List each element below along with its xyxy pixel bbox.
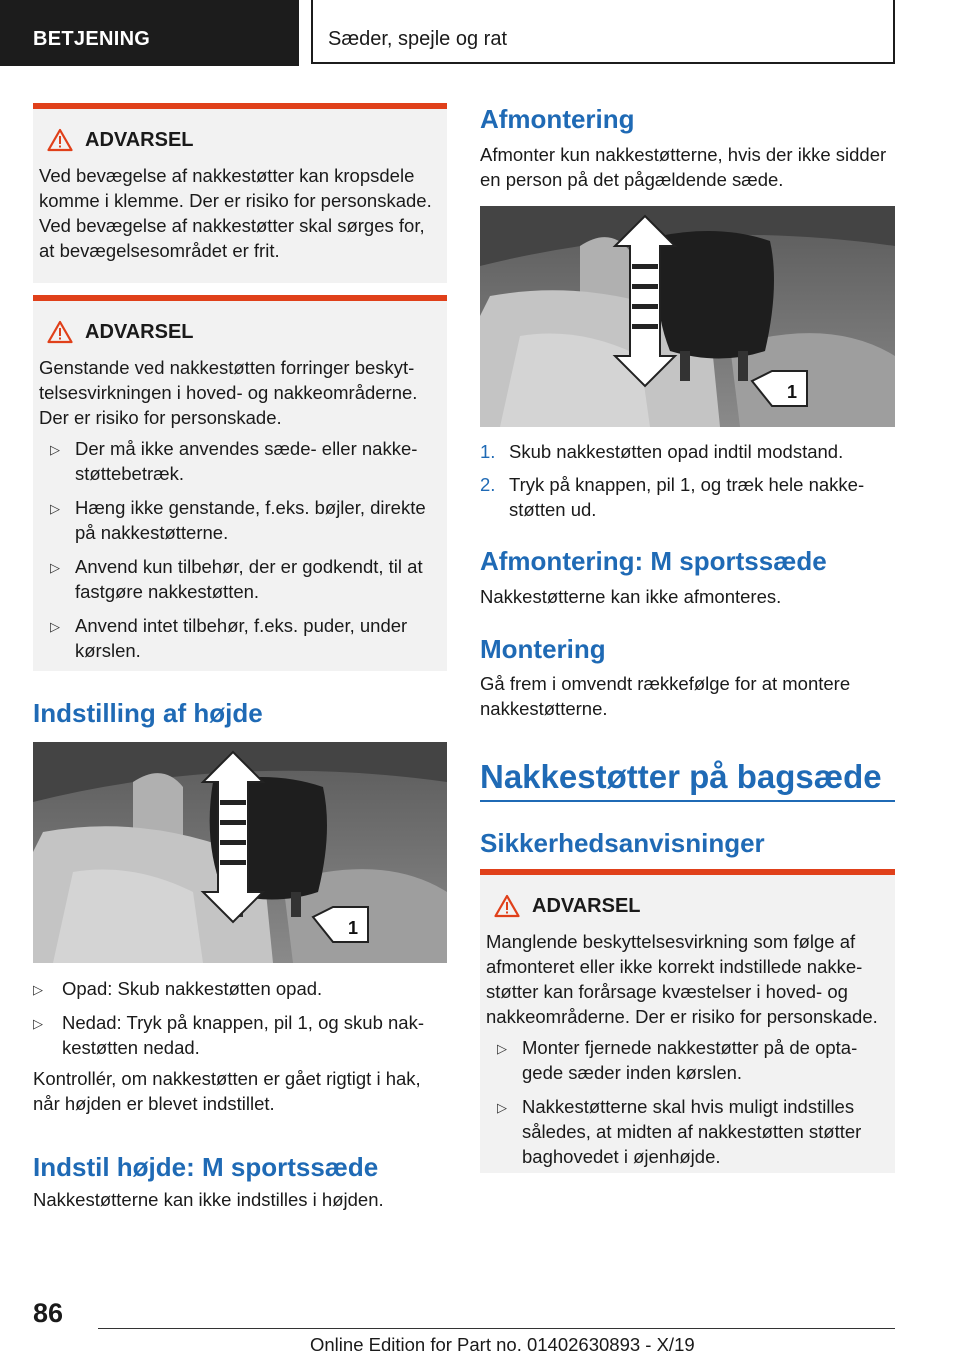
bullet-triangle-icon: ▷ (50, 442, 60, 457)
step-number: 1. (480, 441, 496, 462)
list-item-text: Anvend kun tilbehør, der er godkendt, til at fastgøre nakkestøtten. (75, 556, 423, 602)
warning-title: ADVARSEL (85, 320, 194, 343)
chapter-tab: Sæder, spejle og rat (311, 0, 895, 64)
warning-box-3 (480, 869, 895, 1173)
list-item-text: Anvend intet tilbehør, f.eks. puder, under kørslen. (75, 615, 408, 661)
step-text: Skub nakkestøtten opad indtil modstand. (509, 441, 844, 462)
section-heading-removal-m: Afmontering: M sportssæde (480, 546, 827, 576)
headrest-illustration (33, 742, 447, 963)
list-item (486, 1035, 889, 1085)
footer-edition: Online Edition for Part no. 01402630893 - X/19 (310, 1334, 695, 1355)
footer-rule (98, 1328, 895, 1329)
warning-bullet-list (486, 1035, 889, 1169)
warning-bullet-list (39, 436, 441, 663)
list-item (39, 554, 441, 604)
warning-triangle-icon (47, 320, 73, 344)
page-header (0, 0, 960, 66)
list-item (39, 613, 441, 663)
list-item (486, 1094, 889, 1169)
list-item-text: Opad: Skub nakkestøtten opad. (62, 978, 323, 999)
list-item (39, 495, 441, 545)
figure-callout-label: 1 (348, 918, 359, 938)
bullet-triangle-icon: ▷ (33, 982, 43, 997)
removal-m-paragraph: Nakkestøtterne kan ikke afmonteres. (480, 586, 782, 607)
bullet-triangle-icon: ▷ (497, 1100, 507, 1115)
section-tab: BETJENING (0, 0, 299, 66)
list-item (22, 1010, 447, 1060)
bullet-triangle-icon: ▷ (50, 619, 60, 634)
list-item-text: Hæng ikke genstande, f.eks. bøjler, direkte på nakkestøtterne. (75, 497, 426, 543)
height-m-paragraph: Nakkestøtterne kan ikke indstilles i højden. (33, 1189, 384, 1210)
headrest-illustration (480, 206, 895, 427)
bullet-triangle-icon: ▷ (33, 1016, 43, 1031)
chapter-heading-rear: Nakkestøtter på bagsæde (480, 758, 882, 795)
section-heading-height-m: Indstil højde: M sportssæde (33, 1152, 379, 1182)
list-item (22, 976, 447, 1001)
removal-paragraph: Afmonter kun nakkestøtterne, hvis der ikke sidder en person på det pågældende sæde. (480, 144, 887, 190)
removal-steps (480, 439, 895, 530)
step-number: 2. (480, 474, 496, 495)
bullet-triangle-icon: ▷ (50, 501, 60, 516)
headrest-height-figure (33, 742, 447, 963)
list-item-text: Der må ikke anvendes sæde- eller nakkestøttebetræk. (75, 438, 418, 484)
section-heading-safety: Sikkerhedsanvisninger (480, 828, 765, 858)
height-paragraph: Kontrollér, om nakkestøtten er gået rigtigt i hak, når højden er blevet indstillet. (33, 1068, 421, 1114)
section-heading-mounting: Montering (480, 634, 606, 664)
warning-triangle-icon (47, 128, 73, 152)
step-text: Tryk på knappen, pil 1, og træk hele nakkestøtten ud. (509, 474, 865, 520)
warning-box-1 (33, 103, 447, 283)
section-heading-height: Indstilling af højde (33, 698, 263, 728)
warning-title: ADVARSEL (85, 128, 194, 151)
section-heading-removal: Afmontering (480, 104, 635, 134)
warning-text: Genstande ved nakkestøtten forringer beskyttelsesvirkningen i hoved- og nakkeområderne. Der er risiko for personskade. (39, 357, 418, 428)
list-item-text: Monter fjernede nakkestøtter på de optagede sæder inden kørslen. (522, 1037, 858, 1083)
bullet-triangle-icon: ▷ (497, 1041, 507, 1056)
height-bullet-list (22, 976, 447, 1069)
figure-callout-label: 1 (787, 382, 798, 402)
mounting-paragraph: Gå frem i omvendt rækkefølge for at montere nakkestøtterne. (480, 673, 851, 719)
headrest-removal-figure (480, 206, 895, 427)
list-item-text: Nedad: Tryk på knappen, pil 1, og skub nakkestøtten nedad. (62, 1012, 425, 1058)
step-item (480, 439, 895, 464)
warning-title: ADVARSEL (532, 894, 641, 917)
warning-triangle-icon (494, 894, 520, 918)
bullet-triangle-icon: ▷ (50, 560, 60, 575)
heading-rule (480, 800, 895, 802)
warning-text: Ved bevægelse af nakkestøtter kan kropsdele komme i klemme. Der er risiko for personskade. Ved bevægelse af nakkestøtter skal sørges for, at bevægelsesområdet er frit. (39, 165, 432, 261)
list-item-text: Nakkestøtterne skal hvis muligt indstilles således, at midten af nakkestøtten støtter baghovedet i øjenhøjde. (522, 1096, 862, 1167)
warning-box-2 (33, 295, 447, 671)
page-number: 86 (33, 1298, 64, 1328)
warning-text: Manglende beskyttelsesvirkning som følge af afmonteret eller ikke korrekt indstillede nakkestøtter kan forårsage kvæstelser i hoved- og nakkeområderne. Der er risiko for personskade. (486, 931, 878, 1027)
list-item (39, 436, 441, 486)
step-item (480, 472, 895, 522)
